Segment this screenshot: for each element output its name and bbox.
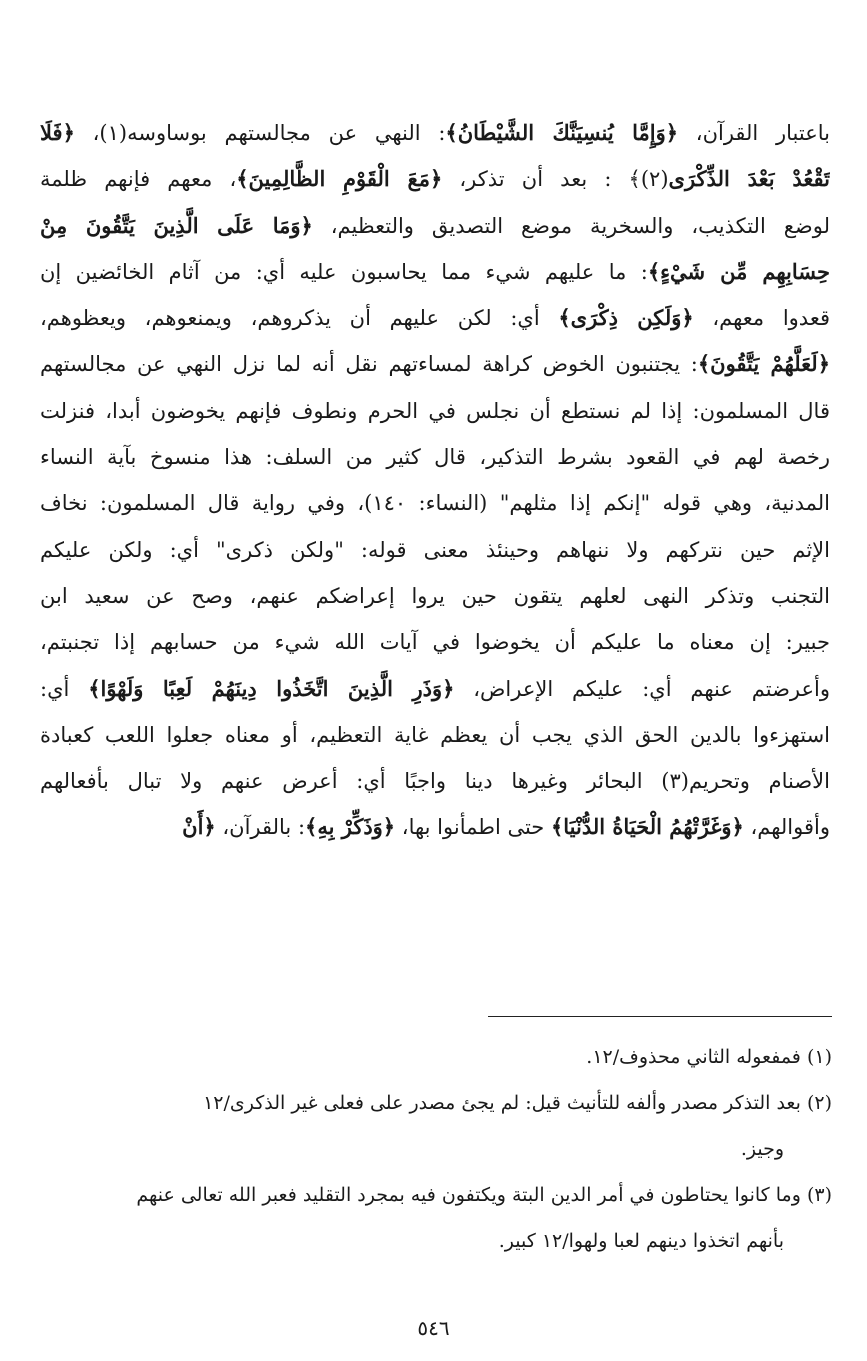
quran-verse: ﴿وَذَرِ الَّذِينَ اتَّخَذُوا دِينَهُمْ لَعِبًا وَلَهْوًا﴾	[88, 675, 455, 701]
commentary-text: ،	[74, 121, 100, 145]
page-number: ٥٤٦	[417, 1316, 450, 1340]
commentary-text: (١)	[99, 121, 128, 145]
quran-verse: ﴿وَغَرَّتْهُمُ الْحَيَاةُ الدُّنْيَا﴾	[550, 814, 744, 840]
commentary-text: المدنية، وهي قوله "إنكم إذا مثلهم" (النساء: ١٤٠)، وفي رواية قال المسلمون: نخاف	[40, 491, 830, 516]
quran-verse: ﴿مَعَ الْقَوْمِ الظَّالِمِينَ﴾	[236, 166, 443, 192]
footnote	[40, 1080, 832, 1126]
commentary-text: الإثم حين نتركهم ولا ننهاهم وحينئذ معنى قوله: "ولكن ذكرى" أي: ولكن عليكم	[40, 537, 830, 562]
text-line	[40, 110, 830, 156]
quran-verse: ﴿وَلَكِن ذِكْرَى﴾	[558, 305, 694, 331]
footnote-text: وما كانوا يحتاطون في أمر الدين البتة ويكتفون فيه بمجرد التقليد فعبر الله تعالى عنهم	[136, 1184, 801, 1206]
commentary-text: استهزءوا بالدين الحق الذي يجب أن يعظم غاية التعظيم، أو معناه جعلوا اللعب كعبادة	[40, 722, 830, 747]
footnote-number: (٣)	[806, 1184, 832, 1206]
quran-verse: ﴿وَذَكِّرْ بِهِ﴾	[305, 814, 396, 840]
commentary-text: باعتبار القرآن،	[678, 121, 830, 145]
footnote-text: بعد التذكر مصدر وألفه للتأنيث قيل: لم يجئ مصدر على فعلى غير الذكرى/١٢	[203, 1092, 801, 1114]
quran-verse: ﴿فَلَا	[40, 120, 75, 145]
commentary-text: : النهي عن مجالستهم بوساوسه	[127, 121, 446, 145]
footnote	[40, 1034, 832, 1080]
footnote-number: (٢)	[806, 1092, 832, 1114]
footnote-text: وجيز.	[740, 1138, 784, 1160]
text-line	[40, 480, 830, 526]
text-line	[40, 666, 830, 712]
commentary-text: جبير: إن معناه ما عليكم أن يخوضوا في آيات الله شيء من حسابهم إذا تجنبتم،	[40, 630, 830, 655]
footnotes	[40, 1034, 832, 1264]
footnote	[40, 1126, 832, 1172]
commentary-text: أي: لكن عليهم أن يذكروهم، ويمنعوهم، ويعظوهم،	[40, 306, 559, 331]
commentary-text: : بالقرآن،	[215, 815, 306, 840]
commentary-text: قعدوا معهم،	[693, 306, 830, 331]
text-line	[40, 341, 830, 387]
text-line	[40, 434, 830, 480]
quran-verse: ﴿أَنْ	[182, 814, 216, 840]
commentary-text: : يجتنبون الخوض كراهة لمساءتهم نقل أنه لما نزل النهي عن مجالستهم	[40, 352, 698, 377]
commentary-text: البحائر وغيرها دينا واجبًا أي: أعرض عنهم ولا تبال بأفعالهم	[40, 769, 662, 794]
commentary-text: حتى اطمأنوا بها،	[395, 815, 551, 840]
text-line	[40, 527, 830, 573]
footnote-text: فمفعوله الثاني محذوف/١٢.	[586, 1046, 801, 1068]
text-line	[40, 758, 830, 804]
text-line	[40, 156, 830, 202]
commentary-text: رخصة لهم في القعود بشرط التذكير، قال كثير من السلف: هذا منسوخ بآية النساء	[40, 445, 830, 470]
commentary-text: (٢)	[640, 167, 669, 192]
quran-verse: ﴿وَمَا عَلَى الَّذِينَ يَتَّقُونَ مِنْ	[40, 212, 313, 238]
commentary-text: التجنب وتذكر النهى لعلهم يتقون حين يروا إعراضكم عنهم، وصح عن سعيد ابن	[40, 583, 830, 608]
commentary-text: ﴾ : بعد أن تذكر،	[442, 167, 641, 192]
text-line	[40, 295, 830, 341]
commentary-text: ، معهم فإنهم ظلمة	[40, 167, 237, 192]
commentary-text: : ما عليهم شيء مما يحاسبون عليه أي: من آثام الخائضين إن	[40, 259, 648, 284]
text-line	[40, 573, 830, 619]
quran-verse: ﴿وَإِمَّا يُنسِيَنَّكَ الشَّيْطَانُ﴾	[445, 120, 679, 145]
text-line	[40, 712, 830, 758]
text-line	[40, 619, 830, 665]
text-line	[40, 203, 830, 249]
text-line	[40, 249, 830, 295]
quran-verse: تَقْعُدْ بَعْدَ الذِّكْرَى	[668, 166, 830, 192]
quran-verse: حِسَابِهِم مِّن شَيْءٍ﴾	[647, 258, 830, 284]
footnote	[40, 1172, 832, 1218]
tafsir-body-text	[40, 110, 830, 851]
footnote	[40, 1218, 832, 1264]
footnote-text: بأنهم اتخذوا دينهم لعبا ولهوا/١٢ كبير.	[498, 1230, 784, 1252]
quran-verse: ﴿لَعَلَّهُمْ يَتَّقُونَ﴾	[697, 351, 830, 377]
text-line	[40, 804, 830, 850]
commentary-text: وأعرضتم عنهم أي: عليكم الإعراض،	[454, 676, 830, 701]
commentary-text: (٣)	[661, 769, 689, 794]
commentary-text: وأقوالهم،	[743, 815, 830, 840]
text-line	[40, 388, 830, 434]
commentary-text: أي:	[40, 676, 89, 701]
footnote-divider	[488, 1016, 832, 1017]
commentary-text: قال المسلمون: إذا لم نستطع أن نجلس في الحرم ونطوف فإنهم يخوضون أبدا، فنزلت	[40, 398, 830, 423]
commentary-text: لوضع التكذيب، والسخرية موضع التصديق والتعظيم،	[312, 213, 830, 238]
footnote-number: (١)	[806, 1046, 832, 1068]
commentary-text: الأصنام وتحريم	[688, 769, 830, 794]
